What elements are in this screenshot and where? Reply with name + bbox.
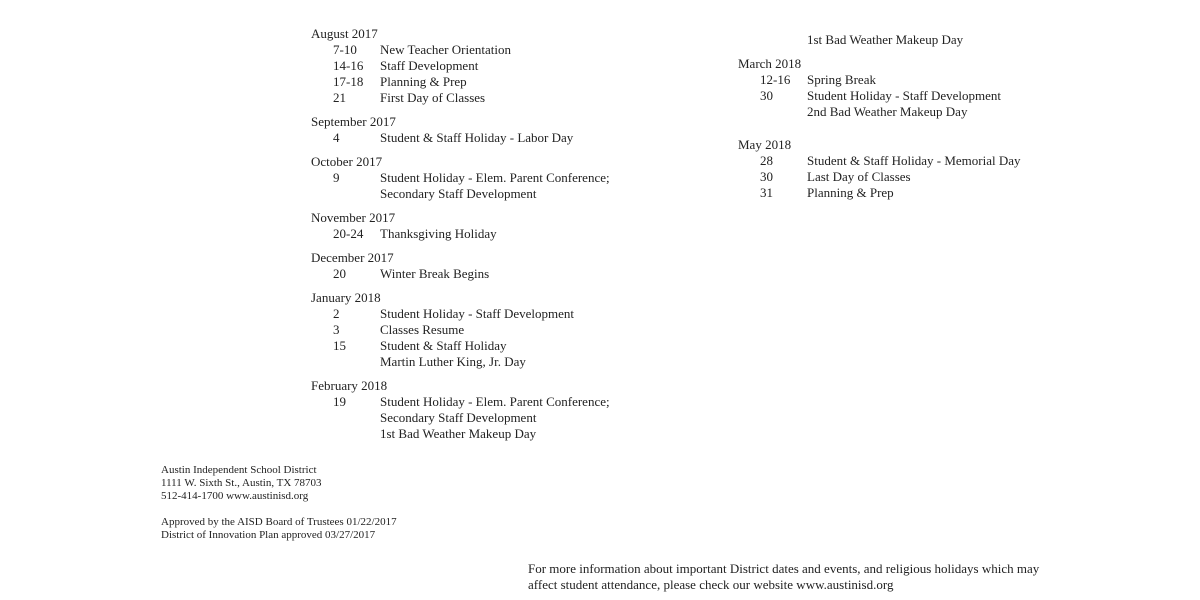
month-title: October 2017 xyxy=(311,154,383,169)
entry-day: 31 xyxy=(760,185,773,200)
district-contact: 512-414-1700 www.austinisd.org xyxy=(161,490,309,502)
entry-description xyxy=(807,88,1068,120)
calendar-entry xyxy=(311,306,641,322)
entry-day: 3 xyxy=(333,322,340,337)
entry-line: Classes Resume xyxy=(380,322,465,337)
month-title: December 2017 xyxy=(311,250,394,265)
entry-line: New Teacher Orientation xyxy=(380,42,511,57)
entry-description xyxy=(380,130,641,146)
calendar-entry xyxy=(738,185,1068,201)
calendar-right-column xyxy=(738,32,1068,209)
entry-day: 7-10 xyxy=(333,42,357,57)
entry-line: Student Holiday - Staff Development xyxy=(380,306,575,321)
entry-description xyxy=(380,42,641,58)
entry-description xyxy=(380,338,641,370)
footer-note xyxy=(528,561,1088,593)
entry-line: Secondary Staff Development xyxy=(380,410,537,425)
district-address-block xyxy=(161,464,322,503)
month-block-march-2018 xyxy=(738,56,1068,120)
month-block-october-2017 xyxy=(311,154,641,202)
month-title: May 2018 xyxy=(738,137,792,152)
entry-line: Student Holiday - Elem. Parent Conference; xyxy=(380,170,610,185)
entry-day: 20 xyxy=(333,266,346,281)
calendar-entry xyxy=(311,226,641,242)
calendar-entry xyxy=(311,58,641,74)
entry-line: Thanksgiving Holiday xyxy=(380,226,497,241)
entry-line: Student & Staff Holiday - Labor Day xyxy=(380,130,574,145)
month-block-august-2017 xyxy=(311,26,641,106)
february-continuation-line: 1st Bad Weather Makeup Day xyxy=(807,32,964,47)
entry-line: Last Day of Classes xyxy=(807,169,911,184)
entry-line: Student & Staff Holiday xyxy=(380,338,507,353)
calendar-left-column xyxy=(311,26,641,450)
entry-day: 30 xyxy=(760,169,773,184)
entry-description xyxy=(380,322,641,338)
entry-description xyxy=(807,153,1068,169)
calendar-entry xyxy=(311,42,641,58)
entry-description xyxy=(380,58,641,74)
calendar-entry xyxy=(311,338,641,370)
month-block-november-2017 xyxy=(311,210,641,242)
entry-description xyxy=(807,169,1068,185)
calendar-entry xyxy=(738,88,1068,120)
approvals-block xyxy=(161,516,397,542)
entry-description xyxy=(380,266,641,282)
entry-line: Staff Development xyxy=(380,58,479,73)
month-block-september-2017 xyxy=(311,114,641,146)
footer-line-1: For more information about important District dates and events, and religious holidays which may xyxy=(528,561,1040,576)
month-title: March 2018 xyxy=(738,56,802,71)
entry-day: 19 xyxy=(333,394,346,409)
entry-day: 12-16 xyxy=(760,72,791,87)
entry-line: First Day of Classes xyxy=(380,90,486,105)
month-title: November 2017 xyxy=(311,210,396,225)
entry-day: 9 xyxy=(333,170,340,185)
calendar-entry xyxy=(311,130,641,146)
entry-line: Martin Luther King, Jr. Day xyxy=(380,354,526,369)
calendar-entry xyxy=(311,74,641,90)
entry-day: 21 xyxy=(333,90,346,105)
entry-day: 20-24 xyxy=(333,226,364,241)
calendar-entry xyxy=(738,153,1068,169)
footer-line-2: affect student attendance, please check our website www.austinisd.org xyxy=(528,577,894,592)
entry-day: 14-16 xyxy=(333,58,364,73)
entry-day: 30 xyxy=(760,88,773,103)
month-block-january-2018 xyxy=(311,290,641,370)
entry-line: Spring Break xyxy=(807,72,876,87)
entry-day: 28 xyxy=(760,153,773,168)
entry-line: Secondary Staff Development xyxy=(380,186,537,201)
calendar-entry xyxy=(311,394,641,442)
month-title: September 2017 xyxy=(311,114,396,129)
month-title: August 2017 xyxy=(311,26,378,41)
innovation-plan-approval: District of Innovation Plan approved 03/27/2017 xyxy=(161,529,376,541)
month-title: February 2018 xyxy=(311,378,388,393)
month-block-may-2018 xyxy=(738,137,1068,201)
entry-line: Student Holiday - Staff Development xyxy=(807,88,1002,103)
entry-description xyxy=(380,170,641,202)
entry-line: Planning & Prep xyxy=(807,185,894,200)
district-street: 1111 W. Sixth St., Austin, TX 78703 xyxy=(161,477,322,489)
entry-day: 2 xyxy=(333,306,340,321)
entry-line: Student & Staff Holiday - Memorial Day xyxy=(807,153,1021,168)
district-name: Austin Independent School District xyxy=(161,464,317,476)
entry-description xyxy=(807,72,1068,88)
calendar-entry xyxy=(738,72,1068,88)
calendar-entry xyxy=(311,90,641,106)
entry-day: 15 xyxy=(333,338,346,353)
calendar-entry xyxy=(311,322,641,338)
entry-line: 2nd Bad Weather Makeup Day xyxy=(807,104,968,119)
entry-day: 4 xyxy=(333,130,340,145)
calendar-entry xyxy=(311,170,641,202)
entry-line: Winter Break Begins xyxy=(380,266,490,281)
entry-description xyxy=(380,74,641,90)
entry-description xyxy=(380,90,641,106)
entry-day: 17-18 xyxy=(333,74,364,89)
entry-description xyxy=(380,394,641,442)
calendar-entry xyxy=(738,169,1068,185)
entry-line: Planning & Prep xyxy=(380,74,467,89)
board-approval: Approved by the AISD Board of Trustees 01/22/2017 xyxy=(161,516,397,528)
entry-description xyxy=(380,306,641,322)
month-block-december-2017 xyxy=(311,250,641,282)
entry-description xyxy=(380,226,641,242)
entry-description xyxy=(807,185,1068,201)
entry-line: Student Holiday - Elem. Parent Conference; xyxy=(380,394,610,409)
month-block-february-2018 xyxy=(311,378,641,442)
calendar-entry xyxy=(311,266,641,282)
entry-line: 1st Bad Weather Makeup Day xyxy=(380,426,537,441)
month-title: January 2018 xyxy=(311,290,381,305)
